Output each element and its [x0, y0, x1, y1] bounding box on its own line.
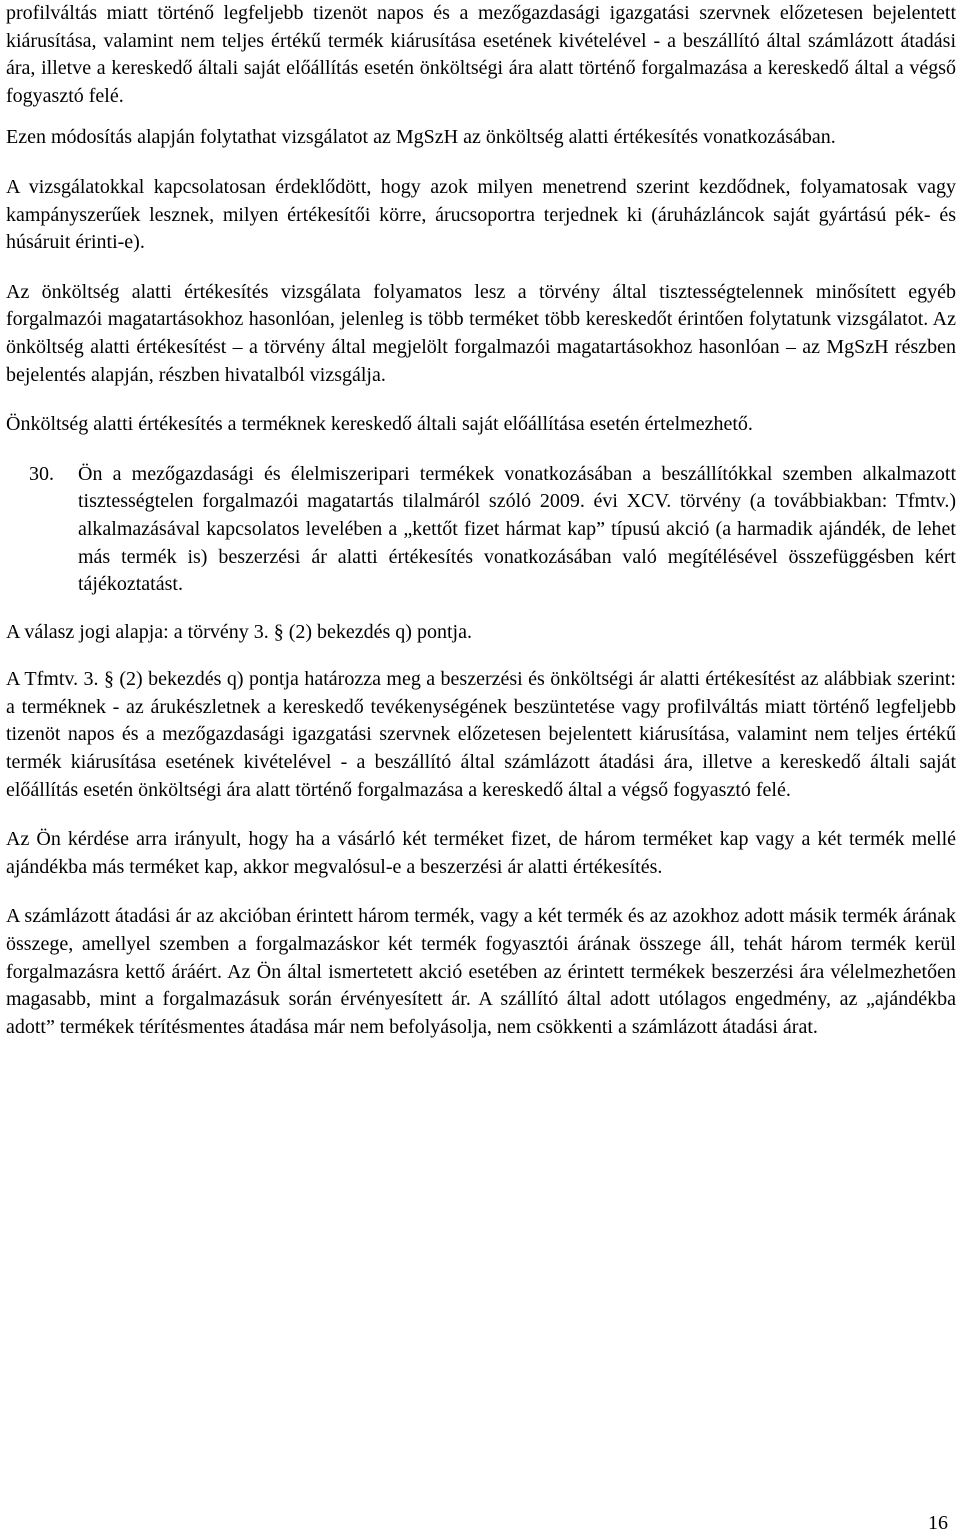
- item-number: 30.: [29, 462, 54, 485]
- numbered-item-30: [6, 461, 956, 599]
- paragraph-tfmtv-definition: A Tfmtv. 3. § (2) bekezdés q) pontja határozza meg a beszerzési és önköltségi ár alatti értékesítést az alábbiak szerint: a terméknek - az árukészletnek a kereskedő tevékenységének beszüntetése vagy profilváltás miatt történő legfeljebb tizenöt napos és a mezőgazdasági igazgatási szervnek előzetesen bejelentett kiárusítása, valamint nem teljes értékű termék kiárusítása esetének kivételével - a beszállító által számlázott átadási ára, illetve a kereskedő általi saját előállítás esetén önköltségi ára alatt történő forgalmazása a kereskedő által a végső fogyasztó felé.: [6, 668, 956, 801]
- paragraph-inquiry: A vizsgálatokkal kapcsolatosan érdeklődött, hogy azok milyen menetrend szerint kezdődnek, folyamatosak vagy kampányszerűek lesznek, milyen értékesítői körre, árucsoportra terjednek ki (áruházláncok saját gyártású pék- és húsáruit érinti-e).: [6, 175, 956, 254]
- paragraph-continuation: profilváltás miatt történő legfeljebb tizenöt napos és a mezőgazdasági igazgatási szervnek előzetesen bejelentett kiárusítása, valamint nem teljes értékű termék kiárusítása esetének kivételével - a beszállító által számlázott átadási ára, illetve a kereskedő általi saját előállítás esetén önköltségi ára alatt történő forgalmazása a kereskedő által a végső fogyasztó felé.: [6, 2, 956, 107]
- paragraph-legal-basis: A válasz jogi alapja: a törvény 3. § (2) bekezdés q) pontja.: [6, 620, 472, 643]
- page-number: 16: [928, 1512, 948, 1534]
- item-text: Ön a mezőgazdasági és élelmiszeripari termékek vonatkozásában a beszállítókkal szemben alkalmazott tisztességtelen forgalmazói magatartás tilalmáról szóló 2009. évi XCV. törvény (a továbbiakban: Tfmtv.) alkalmazásával kapcsolatos levelében a „kettőt fizet hármat kap” típusú akció (a harmadik ajándék, de lehet más termék is) beszerzési ár alatti értékesítés vonatkozásában való megítélésével összefüggésben kért tájékoztatást.: [78, 462, 956, 596]
- document-page: [6, 0, 956, 1537]
- paragraph-question: Az Ön kérdése arra irányult, hogy ha a vásárló két terméket fizet, de három terméket kap vagy a két termék mellé ajándékba más terméket kap, akkor megvalósul-e a beszerzési ár alatti értékesítés.: [6, 828, 956, 878]
- paragraph-ongoing-investigation: Az önköltség alatti értékesítés vizsgálata folyamatos lesz a törvény által tisztességtelennek minősített egyéb forgalmazói magatartásokhoz hasonlóan, jelenleg is több terméket több kereskedőt érintően folytatunk vizsgálatot. Az önköltség alatti értékesítést – a törvény által megjelölt forgalmazói magatartásokhoz hasonlóan – az MgSzH részben bejelentés alapján, részben hivatalból vizsgálja.: [6, 280, 956, 386]
- paragraph-self-cost: Önköltség alatti értékesítés a terméknek kereskedő általi saját előállítása esetén értelmezhető.: [6, 413, 753, 436]
- paragraph-modification: Ezen módosítás alapján folytathat vizsgálatot az MgSzH az önköltség alatti értékesítés vonatkozásában.: [6, 126, 836, 149]
- paragraph-answer: A számlázott átadási ár az akcióban érintett három termék, vagy a két termék és az azokhoz adott másik termék árának összege, amellyel szemben a forgalmazáskor két termék fogyasztói árának összege áll, tehát három termék kerül forgalmazásra kettő áráért. Az Ön által ismertetett akció esetében az érintett termékek beszerzési ára vélelmezhetően magasabb, mint a forgalmazásuk során érvényesített ár. A szállító által adott utólagos engedmény, az „ajándékba adott” termékek térítésmentes átadása már nem befolyásolja, nem csökkenti a számlázott átadási árat.: [6, 905, 956, 1038]
